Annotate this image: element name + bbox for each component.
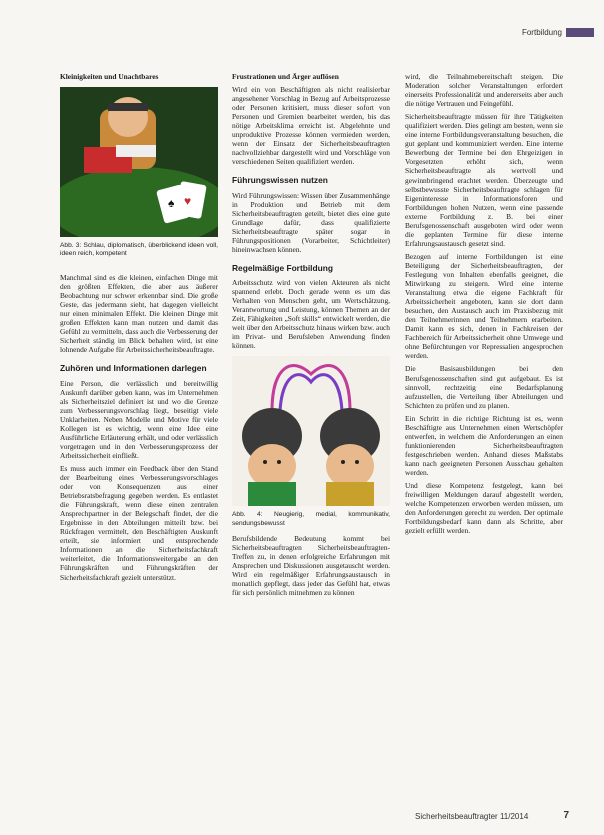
page-number: 7 <box>563 810 569 821</box>
col2-paragraph-2: Wird Führungswissen: Wissen über Zusammenhänge in Produktion und Betrieb mit dem Sicherheitsbeauftragten geteilt, bietet dies eine gute Grundlage dafür, dass qualifizierte Sicherheitsbeauftragte später sogar in Führungspositionen (Vorarbeiter, Schichtleiter) hineinwachsen können. <box>232 190 390 254</box>
page-footer <box>415 812 585 821</box>
col1-paragraph-1 <box>60 72 218 81</box>
col3-paragraph-5: Ein Schritt in die richtige Richtung ist es, wenn Beschäftigte aus Unternehmen einen Wertschöpfer entwerfen, in welchem die Anforderungen an einen funktionierenden Sicherheitsbeauftragten festgeschrieben werden. Anhand dieses Maßstabs kann nach geeigneten Personen Ausschau gehalten werden. <box>405 413 563 477</box>
page-header <box>0 26 604 40</box>
col2-paragraph-4: Berufsbildende Bedeutung kommt bei Sicherheitsbeauftragten Sicherheitsbeauftragten-Treffen zu, in denen erfolgreiche Erfahrungen mit Ansprechen und Diskussionen ausgetauscht werden. Wird ein regelmäßiger Erfahrungsaustausch in monatlich gepflegt, dass jeder das Gefühl hat, etwas für sich persönlich mitnehmen zu können <box>232 533 390 597</box>
col1-heading: Zuhören und Informationen darlegen <box>60 363 207 374</box>
col2-heading-1: Führungswissen nutzen <box>232 175 328 186</box>
figure-4-caption: Abb. 4: Neugierig, medial, kommunikativ, sendungsbewusst <box>232 511 390 527</box>
col2-lead-title: Frustrationen und Ärger auflösen <box>232 72 339 81</box>
cartoon-card-player-illustration <box>60 87 218 237</box>
section-color-bar <box>566 28 594 37</box>
figure-3-caption: Abb. 3: Schlau, diplomatisch, überblickend ideen voll, ideen reich, kompetent <box>60 242 218 258</box>
figure-3 <box>60 87 218 267</box>
svg-text:♠: ♠ <box>168 196 175 211</box>
col3-paragraph-3: Bezogen auf interne Fortbildungen ist eine Beteiligung der Sicherheitsbeauftragten, der Festlegung von Inhalten ebenfalls geeignet, die Mitwirkung zu steigern. Wird eine interne Veranstaltung etwa die eigene Fachkraft für Arbeitssicherheit angeboten, kann sie dort dann besuchen, den Austausch auch im Praxisbezug mit den Teilnehmerinnen und Teilnehmern erarbeiten. Damit kann es sich, denen in Fachkreisen der Fachbereich für Arbeitssicherheit ohne Umwege und ohne Befürchtungen vor Repressalien angesprochen werden. <box>405 251 563 361</box>
col1-paragraph-3: Es muss auch immer ein Feedback über den Stand der Bearbeitung eines Verbesserungsvorschlages oder von Konsequenzen aus einer Betriebsratsbefragung gegeben werden. Es entlastet die Führungskraft, wenn diese einen zentralen Ansprechpartner in der Belegschaft findet, der die Ergebnisse in den Abteilungen mitteilt bzw. bei Rückfragen vermittelt, den Beschäftigten Auskunft erteilt, sie informiert und entsprechende Informationen an die Sicherheitsfachkraft weiterleitet, die Informationsweitergabe an den Führungskräften und Führungskräften der Sicherheitsfachkraft gezielt unterstützt. <box>60 463 218 582</box>
col3-paragraph-1: wird, die Teilnahmebereitschaft steigen. Die Moderation solcher Veranstaltungen erfordert einerseits Professionalität und andererseits aber auch die nötige Vertrauen und Feingefühl. <box>405 72 563 109</box>
cartoon-connected-heads-illustration <box>232 356 390 506</box>
col2-paragraph-1-body: Wird ein von Beschäftigten als nicht realisierbar angesehener Vorschlag in Bezug auf Arbeitsprozesse oder Personen kritisiert, muss dieser sofort von Personen und Gremien bearbeitet werden, bis das nötige Arbeitsklima erreicht ist. Abgelehnte und unproduktive Prozesse können vermieden werden, wenn der Einsatz der Sicherheitsbeauftragten nachvollziehbar dargestellt wird und Vorschläge von verschiedenen Seiten qualifiziert werden. <box>232 85 390 167</box>
column-1 <box>60 72 218 586</box>
col3-paragraph-4: Die Basisausbildungen bei den Berufsgenossenschaften sind gut aufgebaut. Es ist sinnvoll, rechtzeitig eine Bedarfsplanung aufzustellen, die Verteilung über Abteilungen und Schichten zu prüfen und zu planen. <box>405 364 563 410</box>
col1-lead-title: Kleinigkeiten und Unachtbares <box>60 72 159 81</box>
col2-paragraph-3: Arbeitsschutz wird von vielen Akteuren als nicht spannend erlebt. Doch gerade wenn es um das Verhalten von Menschen geht, um Wertschätzung, Verantwortung und Leistung, können Themen an der Zeit, Fähigkeiten „Soft skills“ entwickelt werden, die weit über den Arbeitsschutz hinaus wirken bzw. auch im Privat- und Berufsleben Anwendung finden können. <box>232 277 390 351</box>
col1-paragraph-1-body: Manchmal sind es die kleinen, einfachen Dinge mit den größten Effekten, die aber aus äußerer Beobachtung nur schwer erkennbar sind. Die große Geste, das jedermann sieht, hat dagegen vielleicht nur einen minimalen Effekt. Die kleinen Dinge mit großen Effekten kann man nutzen und damit das Gefühl zu vermitteln, dass auch die Verbesserung der Sicherheit ständig im Blick behalten wird, ist eine lohnende Aufgabe für Arbeitssicherheitsbeauftragte. <box>60 273 218 355</box>
column-3 <box>405 72 563 539</box>
section-label: Fortbildung <box>521 28 562 37</box>
figure-4 <box>232 356 390 527</box>
col2-paragraph-1 <box>232 72 390 81</box>
column-2 <box>232 72 390 601</box>
col1-paragraph-2: Eine Person, die verlässlich und bereitwillig Auskunft darüber geben kann, was im Unternehmen als Sicherheitsziel definiert ist und wo die Grenze zum Verbesserungsvorschlag liegt, beseitigt viele Unklarheiten. Neben Modelle und Motive für viele Kollegen ist es wichtig, wenn eine Idee eine Ausführliche Erläuterung erhält, und oder verlässlich vorgetragen und in den Verbesserungsprozess der Arbeitssicherheit einfließt. <box>60 378 218 460</box>
col3-paragraph-6: Und diese Kompetenz festgelegt, kann bei freiwilligen Meldungen darauf abgestellt werden, welche Kompetenzen erworben werden müssen, um den Anforderungen gerecht zu werden. Der optimale Fortbildungsbedarf kann dann als Schritte, aber gezielt erfüllt werden. <box>405 481 563 536</box>
col2-heading-2: Regelmäßige Fortbildung <box>232 262 333 273</box>
magazine-issue: Sicherheitsbeauftragter 11/2014 <box>415 812 529 821</box>
svg-text:♥: ♥ <box>184 194 192 209</box>
col3-paragraph-2: Sicherheitsbeauftragte müssen für ihre Tätigkeiten qualifiziert werden. Dies gelingt am besten, wenn sie eine interne Fortbildungsveranstaltung besuchen, die gut geplant und kommuniziert werden. Eine interne Bewerbung der Termine bei den Ehrgeizigen in Vorgesetzten erhöht sich, wenn Sicherheitsbeauftragte als wertvoll und gewinnbringend erachtet werden. Überzeugte und selbstbewusste Sicherheitsbeauftragte schlagen für Eigeninteresse in Informationsforen und Fortbildungen hohen Nutzen, wenn eine passende externe Fortbildung z. B. bei einer Berufsgenossenschaft ausgeboten wird oder wenn die geplanten Termine für diese interne Erfahrungsaustausch gesetzt sind. <box>405 112 563 248</box>
